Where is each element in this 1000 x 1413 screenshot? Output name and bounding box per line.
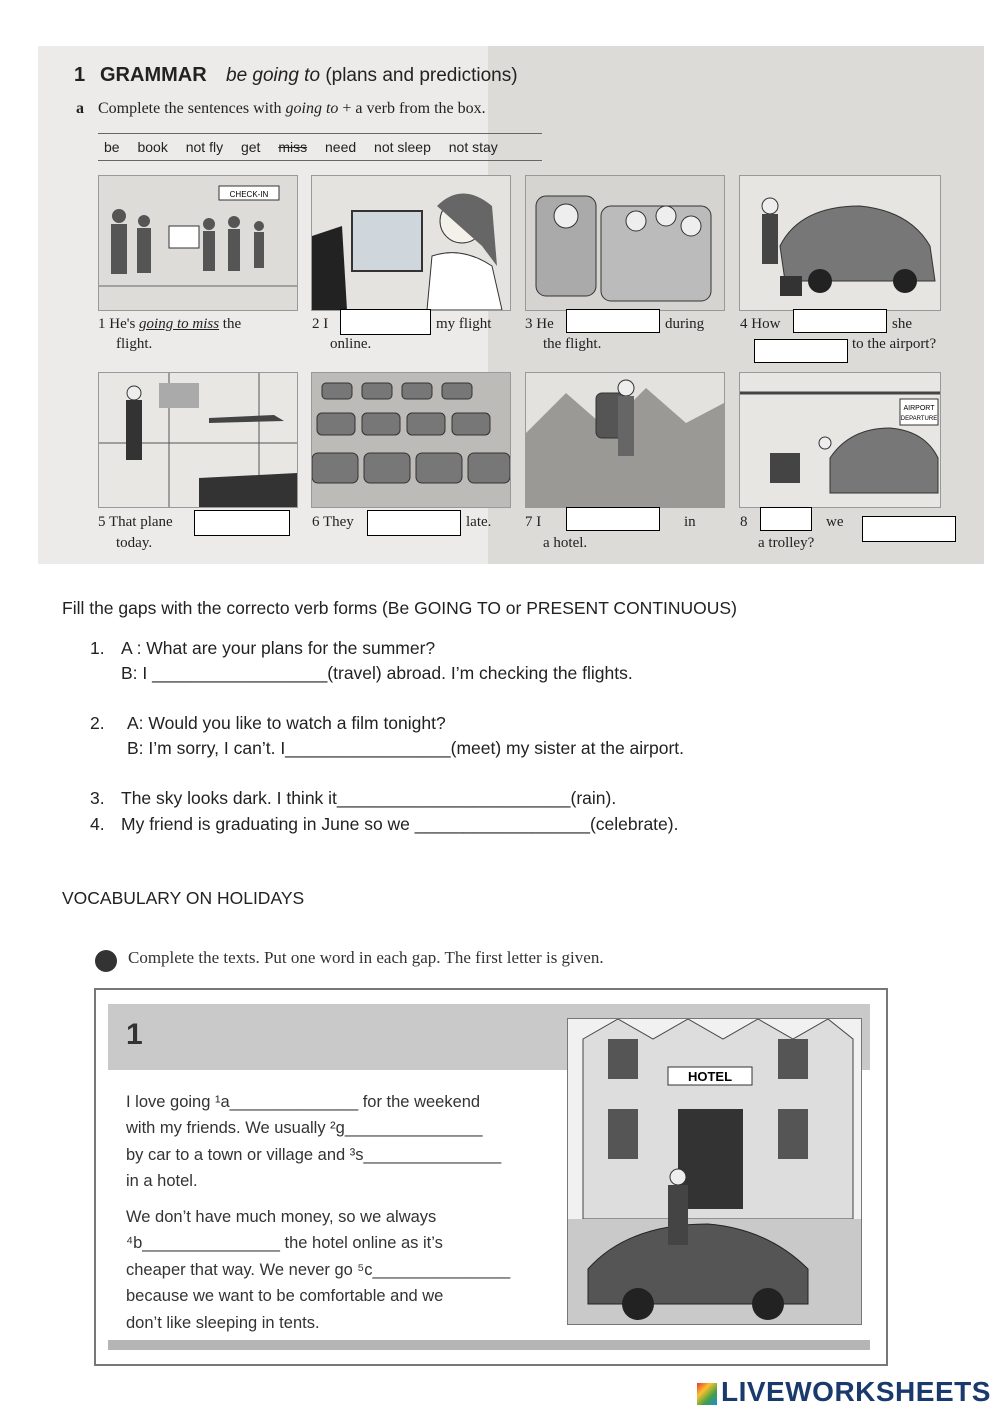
- verb-item: not sleep: [374, 139, 431, 155]
- gap-input-4a[interactable]: [793, 309, 887, 333]
- panel-car-woman: [739, 175, 941, 311]
- paragraph-line: cheaper that way. We never go ⁵c_______________: [126, 1261, 511, 1279]
- logo-text: LIVEWORKSHEETS: [721, 1376, 991, 1407]
- verb-box-top-line: [98, 133, 542, 134]
- item-2-post: my flight: [436, 316, 492, 332]
- part-label: a: [76, 100, 84, 117]
- card-footer-bar: [108, 1340, 870, 1350]
- panel-airport-departure: [739, 372, 941, 508]
- panel-airport-window: [98, 372, 298, 508]
- gap-input-4b[interactable]: [754, 339, 848, 363]
- verb-item: miss: [278, 139, 308, 155]
- section-title: GRAMMAR: [100, 64, 207, 86]
- item-5-pre: 5 That plane: [98, 514, 173, 530]
- item-2-pre: 2 I: [312, 316, 329, 332]
- part-instruction: Complete the sentences with going to + a verb from the box.: [98, 100, 486, 117]
- paragraph-line: ⁴b_______________ the hotel online as it’s: [126, 1234, 443, 1252]
- paragraph-line: I love going ¹a______________ for the weekend: [126, 1093, 481, 1111]
- departure-sign: DEPARTURE: [900, 416, 938, 422]
- airport-sign: AIRPORT: [903, 405, 935, 412]
- gap-input-8a[interactable]: [760, 507, 812, 531]
- item-6-post: late.: [466, 514, 492, 530]
- item-2-line2: online.: [330, 336, 372, 352]
- vocabulary-instruction: Complete the texts. Put one word in each gap. The first letter is given.: [128, 948, 604, 967]
- verb-item: be: [104, 139, 120, 155]
- paragraph-line: because we want to be comfortable and we: [126, 1287, 444, 1305]
- verb-item: get: [240, 139, 261, 155]
- item-4-post: she: [892, 316, 912, 332]
- verb-box-bottom-line: [98, 160, 542, 161]
- paragraph-line: don’t like sleeping in tents.: [126, 1314, 320, 1332]
- exercise-line-num: 4.: [90, 814, 105, 834]
- gap-input-8b[interactable]: [862, 516, 956, 542]
- item-3-post: during: [665, 316, 705, 332]
- item-1-line1: 1 He's going to miss the: [98, 316, 242, 332]
- gap-input-2[interactable]: [340, 309, 431, 335]
- gap-input-6[interactable]: [367, 510, 461, 536]
- item-7-pre: 7 I: [525, 514, 542, 530]
- gap-input-7[interactable]: [566, 507, 660, 531]
- verb-item: not stay: [448, 139, 498, 155]
- checkin-sign: CHECK-IN: [229, 190, 269, 199]
- exercise-instruction: Fill the gaps with the correcto verb forms (Be GOING TO or PRESENT CONTINUOUS): [62, 598, 737, 618]
- paragraph-line: in a hotel.: [126, 1172, 198, 1190]
- verb-item: need: [325, 139, 357, 155]
- item-8-post: we: [826, 514, 844, 530]
- panel-computer-booking: [311, 175, 511, 311]
- paragraph-line: with my friends. We usually ²g_______________: [126, 1119, 483, 1137]
- verb-item: not fly: [185, 139, 224, 155]
- vocabulary-heading: VOCABULARY ON HOLIDAYS: [62, 888, 305, 908]
- bullet-icon: [95, 950, 117, 972]
- exercise-line: B: I __________________(travel) abroad. I’m checking the flights.: [121, 663, 633, 683]
- paragraph-line: We don’t have much money, so we always: [126, 1208, 437, 1226]
- gap-input-3[interactable]: [566, 309, 660, 333]
- item-4-line2: to the airport?: [852, 336, 937, 352]
- logo-icon: [697, 1383, 717, 1405]
- item-1-line2: flight.: [116, 336, 153, 352]
- panel-airport-queue: [98, 175, 298, 311]
- verb-item: book: [137, 139, 168, 155]
- item-7-post: in: [684, 514, 696, 530]
- verb-box: [104, 139, 512, 155]
- panel-traffic-jam: [311, 372, 511, 508]
- exercise-line: The sky looks dark. I think it________________________(rain).: [121, 788, 617, 808]
- item-8-pre: 8: [740, 514, 748, 530]
- section-number: 1: [74, 64, 86, 86]
- paragraph-line: by car to a town or village and ³s_______________: [126, 1146, 502, 1164]
- hotel-illustration: [567, 1018, 862, 1325]
- section-subtitle: be going to (plans and predictions): [226, 65, 518, 86]
- item-4-pre: 4 How: [740, 316, 781, 332]
- liveworksheets-logo: [697, 1376, 991, 1408]
- exercise-line: A : What are your plans for the summer?: [121, 638, 436, 658]
- exercise-line-num: 1.: [90, 638, 105, 658]
- exercise-line-num: 3.: [90, 788, 105, 808]
- item-3-pre: 3 He: [525, 316, 554, 332]
- exercise-line: B: I’m sorry, I can’t. I_________________(meet) my sister at the airport.: [127, 738, 685, 758]
- panel-plane-passengers: [525, 175, 725, 311]
- item-3-line2: the flight.: [543, 336, 602, 352]
- hotel-sign: HOTEL: [687, 1069, 733, 1084]
- exercise-line-num: 2.: [90, 713, 105, 733]
- item-8-line2: a trolley?: [758, 535, 815, 551]
- exercise-line: A: Would you like to watch a film tonight?: [127, 713, 446, 733]
- item-5-line2: today.: [116, 535, 153, 551]
- item-7-line2: a hotel.: [543, 535, 588, 551]
- card-number: 1: [126, 1018, 143, 1051]
- item-6-pre: 6 They: [312, 514, 354, 530]
- exercise-line: My friend is graduating in June so we __________________(celebrate).: [121, 814, 679, 834]
- panel-backpacker: [525, 372, 725, 508]
- gap-input-5[interactable]: [194, 510, 290, 536]
